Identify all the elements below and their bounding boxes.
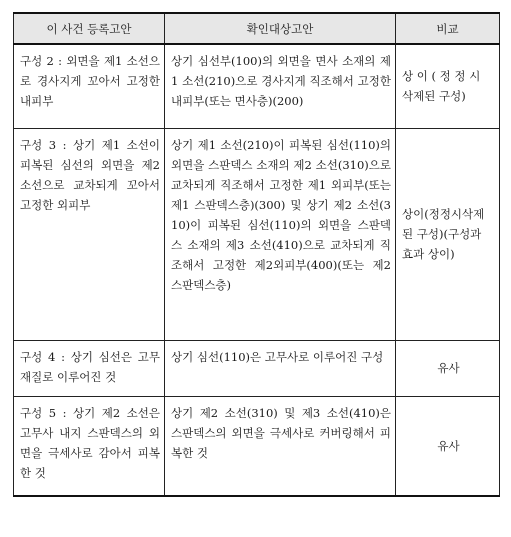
table-header-row [14, 13, 500, 44]
cell-comparison: 상 이 ( 정 정 시 삭제된 구성) [396, 44, 500, 128]
comparison-table-container [13, 12, 499, 497]
comparison-table [13, 12, 500, 497]
cell-comparison: 유사 [396, 340, 500, 396]
header-target: 확인대상고안 [165, 13, 396, 44]
cell-target: 상기 제2 소선(310) 및 제3 소선(410)은 스판덱스의 외면을 극세사로 커버링해서 피복한 것 [165, 396, 396, 496]
cell-target: 상기 심선부(100)의 외면을 면사 소재의 제1 소선(210)으로 경사지게 직조해서 고정한 내피부(또는 면사층)(200) [165, 44, 396, 128]
header-registered: 이 사건 등록고안 [14, 13, 165, 44]
header-comparison: 비교 [396, 13, 500, 44]
cell-registered: 구성 5 : 상기 제2 소선은 고무사 내지 스판덱스의 외면을 극세사로 감아서 피복한 것 [14, 396, 165, 496]
table-row [14, 396, 500, 496]
cell-registered: 구성 4 : 상기 심선은 고무 재질로 이루어진 것 [14, 340, 165, 396]
cell-comparison: 상이(정정시삭제된 구성)(구성과 효과 상이) [396, 128, 500, 340]
cell-comparison: 유사 [396, 396, 500, 496]
cell-target: 상기 심선(110)은 고무사로 이루어진 구성 [165, 340, 396, 396]
table-row [14, 44, 500, 128]
cell-target: 상기 제1 소선(210)이 피복된 심선(110)의 외면을 스판덱스 소재의 제2 소선(310)으로 교차되게 직조해서 고정한 제1 외피부(또는 제1 스판덱스층)(300) 및 상기 제2 소선(310)이 피복된 심선(110)의 외면을 스판덱스 소재의 제3 소선(410)으로 교차되게 직조해서 고정한 제2외피부(400)(또는 제2 스판덱스층) [165, 128, 396, 340]
cell-registered: 구성 2 : 외면을 제1 소선으로 경사지게 꼬아서 고정한 내피부 [14, 44, 165, 128]
table-row [14, 340, 500, 396]
table-row [14, 128, 500, 340]
cell-registered: 구성 3 : 상기 제1 소선이 피복된 심선의 외면을 제2 소선으로 교차되게 꼬아서 고정한 외피부 [14, 128, 165, 340]
